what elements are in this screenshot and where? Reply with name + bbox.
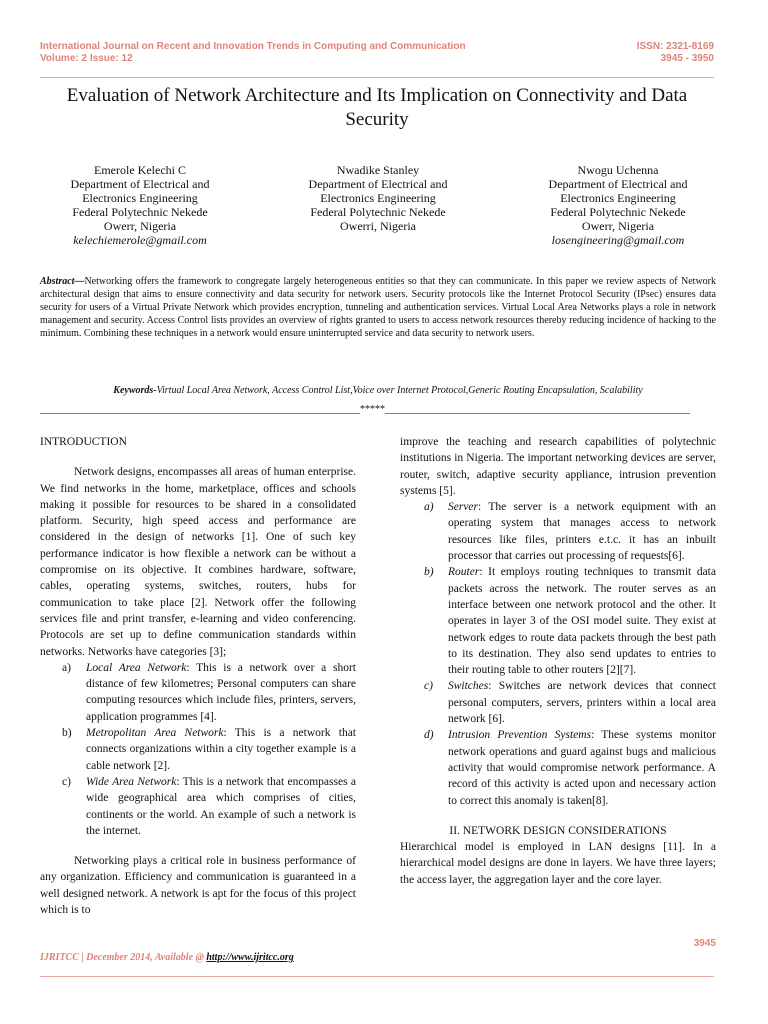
author-name: Nwogu Uchenna	[577, 163, 659, 177]
list-label: c)	[424, 680, 433, 693]
list-text: : This is a network that encompasses a wide geographical area which comprises of cities, continents or the world. An example of such a network is the internet.	[86, 775, 356, 837]
author-dept: Department of Electrical and	[548, 177, 688, 191]
author-email: losengineering@gmail.com	[551, 233, 685, 247]
list-text: : Switches are network devices that connect personal computers, servers, printers within a local area network [6].	[448, 680, 716, 726]
section-separator: ________________________________________________________________*****_____________________________________________________________	[40, 404, 690, 415]
author-location: Owerr, Nigeria	[581, 219, 655, 233]
list-item	[40, 774, 356, 839]
author-institution: Federal Polytechnic Nekede	[310, 205, 446, 219]
header-rule	[40, 77, 714, 78]
journal-link[interactable]: http://www.ijritcc.org	[206, 952, 294, 963]
section-heading-introduction: INTRODUCTION	[40, 436, 127, 448]
list-text: : This is a network that connects organizations within a city together example is a cable network [2].	[86, 727, 356, 772]
list-term: Router	[448, 566, 480, 579]
author-dept: Department of Electrical and	[70, 177, 210, 191]
list-term: Metropolitan Area Network	[86, 727, 224, 740]
author-2	[278, 163, 478, 233]
abstract	[40, 276, 716, 341]
page-range: 3945 - 3950	[660, 53, 714, 64]
keywords-label: Keywords-	[113, 385, 157, 396]
author-email: kelechiemerole@gmail.com	[73, 233, 207, 247]
author-3	[518, 163, 718, 247]
list-item	[400, 678, 716, 727]
list-term: Local Area Network	[86, 661, 187, 674]
list-text: : These systems monitor network operations and guard against bugs and malicious activity that would compromise network performance. A record of this activity is acted upon and necessary action to correct this anomaly is taken[8].	[448, 729, 717, 807]
list-text: : The server is a network equipment with an operating system that manages access to network resources like files, printers e.t.c. it has an inbuilt processor that carries out processing of requests[6].	[448, 501, 716, 563]
journal-name: International Journal on Recent and Innovation Trends in Computing and Communication	[40, 41, 466, 52]
running-footer	[40, 952, 294, 963]
list-label: d)	[424, 729, 434, 742]
author-location: Owerri, Nigeria	[340, 219, 416, 233]
page-number: 3945	[693, 938, 716, 949]
author-institution: Federal Polytechnic Nekede	[550, 205, 686, 219]
list-term: Intrusion Prevention Systems	[448, 729, 592, 742]
list-item	[400, 727, 716, 808]
list-term: Server	[448, 501, 479, 514]
paragraph: Networking plays a critical role in business performance of any organization. Efficiency and communication is guaranteed in a well designed network. A network is apt for the focus of this project which is to	[40, 855, 356, 917]
keywords-text: Virtual Local Area Network, Access Control List,Voice over Internet Protocol,Generic Routing Encapsulation, Scalability	[156, 385, 643, 396]
list-item	[400, 499, 716, 564]
volume-issue: Volume: 2 Issue: 12	[40, 53, 133, 64]
paragraph: improve the teaching and research capabilities of polytechnic institutions in Nigeria. The important networking devices are server, router, switch, adaptive security appliance, intrusion prevention systems [5].	[400, 436, 716, 497]
author-name: Emerole Kelechi C	[94, 163, 186, 177]
list-text: : It employs routing techniques to transmit data packets across the network. The router serves as an interface between one network protocol and the other. It operates in layer 3 of the OSI model suite. They exist at network edges to route data packets through the best path to its destination. They also send updates to entries to their routing table to other routers [2][7].	[448, 566, 716, 677]
list-item	[40, 725, 356, 774]
list-text: : This is a network over a short distance of few kilometres; Personal computers can share computing resources which include files, printers, servers, application programmes [4].	[86, 661, 356, 723]
author-institution: Federal Polytechnic Nekede	[72, 205, 208, 219]
list-label: c)	[62, 775, 71, 788]
footer-rule	[40, 976, 714, 977]
list-label: b)	[424, 566, 434, 579]
list-term: Wide Area Network	[86, 775, 177, 788]
footer-text: IJRITCC | December 2014, Available @	[40, 952, 207, 963]
abstract-label: Abstract—	[40, 276, 85, 287]
paper-title: Evaluation of Network Architecture and Its Implication on Connectivity and Data Security	[66, 85, 688, 130]
author-dept: Electronics Engineering	[320, 191, 436, 205]
list-item	[400, 564, 716, 678]
issn: ISSN: 2321-8169	[636, 41, 714, 52]
paragraph: Network designs, encompasses all areas of human enterprise. We find networks in the home, marketplace, offices and schools making it possible for resources to be shared in a consolidated platform. Security, high speed access and performance are considered in the design of networks [1]. One of such key performance indicator is how flexible a network can be without a compromise on its objective. It combines hardware, software, cables, operating systems, switches, routers, hubs for communication to take place [2]. Network offer the following services file and print transfer, e-learning and video conferencing. Protocols are set up to define communication standards within networks. Networks have categories [3];	[40, 466, 356, 658]
list-label: a)	[424, 501, 434, 514]
author-dept: Department of Electrical and	[308, 177, 448, 191]
list-label: b)	[62, 727, 72, 740]
section-heading-network-design: II. NETWORK DESIGN CONSIDERATIONS	[449, 824, 667, 837]
list-label: a)	[62, 661, 71, 674]
abstract-text: Networking offers the framework to congregate largely heterogeneous entities so that they can communicate. In this paper we review aspects of Network architectural design that aims to ensure connectivity and data security for network users. Security protocols like the Internet Protocol Security (IPsec) ensures data security for users of a Virtual Private Network which provides encryption, tunneling and authentication services. Virtual Local Area Networks plays a role in network management and security. Access Control lists provides an overview of rights granted to users to access network resources thereby reducing incidence of hacking to the minimum. Combining these techniques in a network would ensure uninterrupted service and data security to network users.	[40, 276, 716, 339]
list-term: Switches	[448, 680, 489, 693]
right-column	[400, 434, 716, 888]
keywords	[40, 385, 716, 396]
paragraph: Hierarchical model is employed in LAN designs [11]. In a hierarchical model designs are done in layers. We have three layers; the access layer, the aggregation layer and the core layer.	[400, 841, 716, 886]
list-item	[40, 660, 356, 725]
left-column	[40, 434, 356, 918]
author-name: Nwadike Stanley	[336, 163, 420, 177]
author-location: Owerr, Nigeria	[103, 219, 177, 233]
author-1	[40, 163, 240, 247]
author-dept: Electronics Engineering	[560, 191, 676, 205]
author-dept: Electronics Engineering	[82, 191, 198, 205]
